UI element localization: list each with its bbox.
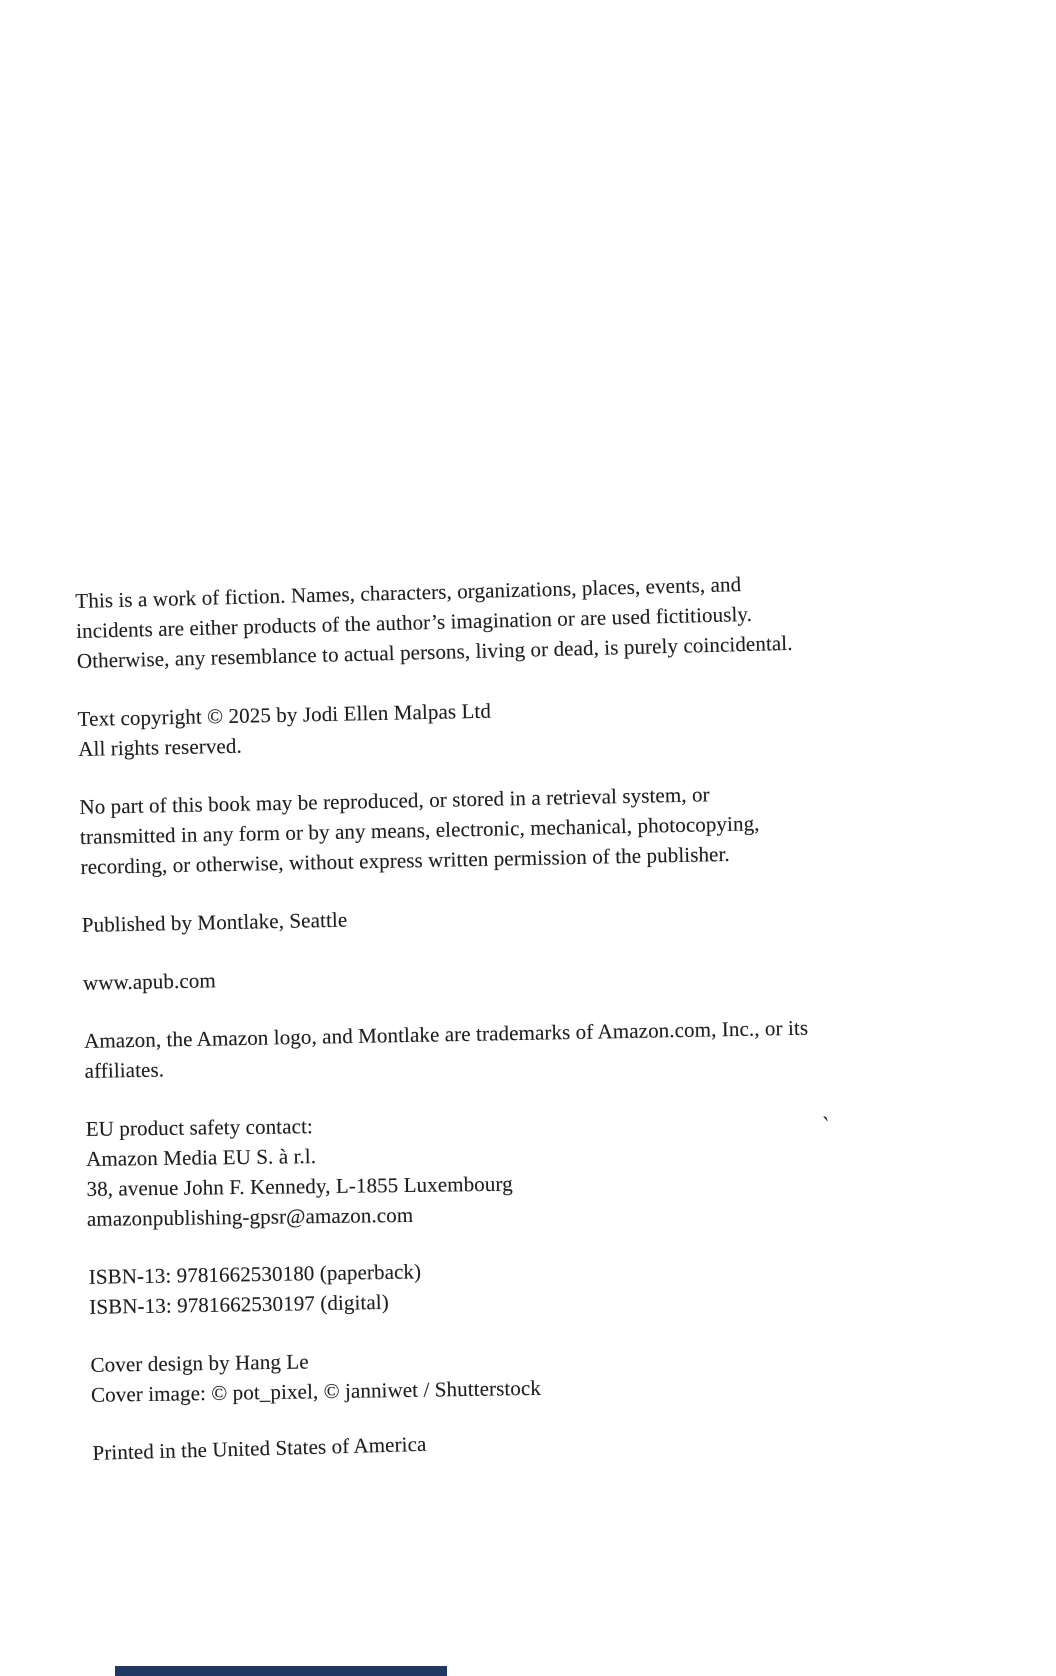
stray-scan-mark: ` (817, 1112, 832, 1141)
isbn-block (89, 1247, 1000, 1322)
bottom-edge-bar (115, 1666, 447, 1676)
eu-product-safety-contact-block (86, 1103, 997, 1234)
copyright-paragraph (77, 686, 988, 764)
fiction-disclaimer-paragraph (75, 563, 987, 676)
trademarks-paragraph (84, 1009, 995, 1086)
printed-in-line: Printed in the United States of America (92, 1431, 427, 1465)
text-line: This is a work of fiction. Names, characters, organizations, places, events, and (75, 572, 742, 613)
text-line: incidents are either products of the author’s imagination or are used fictitiously. (75, 601, 753, 643)
cover-credits-block (90, 1336, 1001, 1410)
text-line: transmitted in any form or by any means, electronic, mechanical, photocopying, (79, 811, 760, 849)
text-line: Amazon, the Amazon logo, and Montlake are trademarks of Amazon.com, Inc., or its (83, 1015, 809, 1053)
website-block (83, 950, 993, 998)
publisher-line-block (82, 892, 992, 940)
publisher-line: Published by Montlake, Seattle (81, 907, 348, 937)
text-line: recording, or otherwise, without express written permission of the publisher. (80, 841, 730, 879)
printed-in-block (92, 1413, 1002, 1468)
cover-image-line: Cover image: © pot_pixel, © janniwet / Shutterstock (90, 1375, 542, 1407)
copyright-page-text (75, 568, 1003, 1468)
copyright-line: Text copyright © 2025 by Jodi Ellen Malpas Ltd (77, 698, 492, 731)
isbn-paperback-line: ISBN-13: 9781662530180 (paperback) (88, 1259, 422, 1289)
eu-contact-company: Amazon Media EU S. à r.l. (86, 1144, 317, 1171)
reproduction-notice-paragraph (79, 774, 991, 882)
website-url: www.apub.com (82, 968, 216, 995)
text-line: No part of this book may be reproduced, or stored in a retrieval system, or (79, 782, 710, 819)
eu-contact-heading: EU product safety contact: (85, 1114, 314, 1141)
eu-contact-email: amazonpublishing-gpsr@amazon.com (86, 1202, 414, 1231)
rights-reserved-line: All rights reserved. (78, 733, 243, 761)
eu-contact-address: 38, avenue John F. Kennedy, L-1855 Luxembourg (86, 1171, 513, 1201)
cover-design-line: Cover design by Hang Le (90, 1349, 309, 1377)
text-line: affiliates. (84, 1057, 165, 1083)
text-line: Otherwise, any resemblance to actual persons, living or dead, is purely coincidental. (76, 630, 793, 673)
isbn-digital-line: ISBN-13: 9781662530197 (digital) (89, 1289, 390, 1319)
